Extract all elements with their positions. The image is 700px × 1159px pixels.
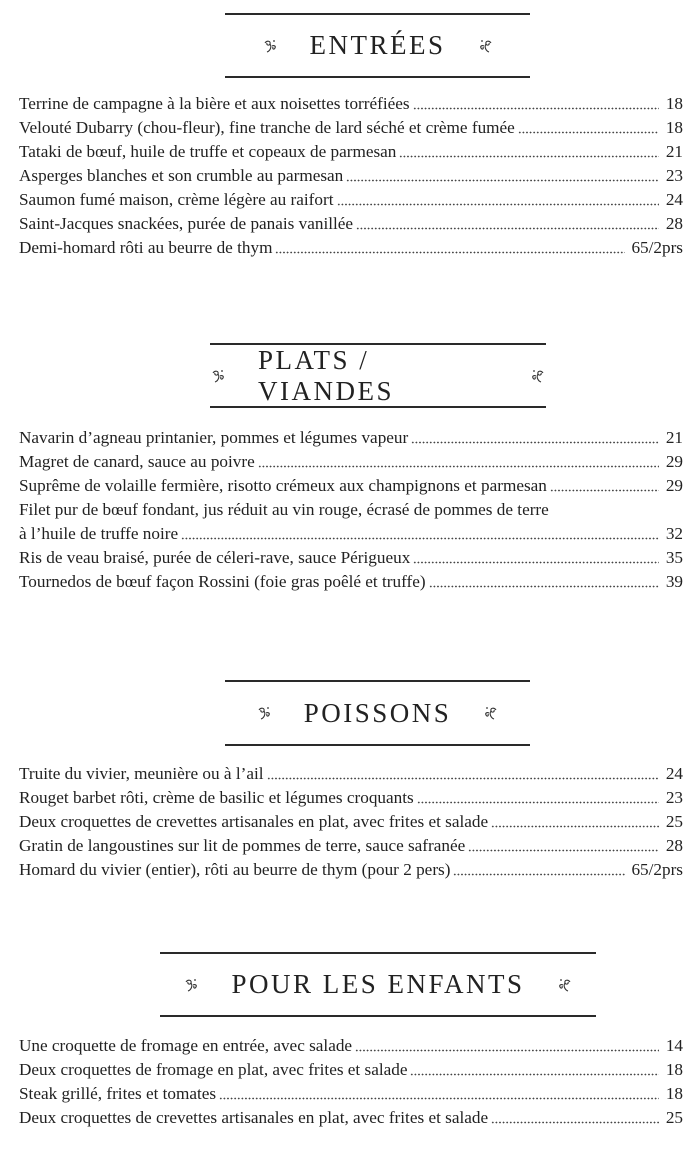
dot-leader: [181, 537, 659, 540]
swirl-flourish-icon: [210, 367, 228, 385]
menu-item-name: Suprême de volaille fermière, risotto crémeux aux champignons et parmesan: [19, 476, 547, 495]
section-title: POISSONS: [303, 697, 452, 728]
dot-leader: [417, 801, 659, 804]
menu-item-name: Filet pur de bœuf fondant, jus réduit au vin rouge, écrasé de pommes de terre: [19, 500, 549, 519]
dot-leader: [399, 155, 659, 158]
menu-item: [19, 426, 683, 450]
menu-item-name: Deux croquettes de crevettes artisanales en plat, avec frites et salade: [19, 1108, 489, 1127]
dot-leader: [491, 1121, 659, 1124]
menu-item: [19, 92, 683, 116]
menu-item-name: Gratin de langoustines sur lit de pommes de terre, sauce safranée: [19, 836, 466, 855]
dot-leader: [219, 1097, 659, 1100]
menu-item-price: 21: [665, 142, 683, 161]
menu-item-price: 25: [665, 812, 683, 831]
dot-leader: [550, 489, 659, 492]
menu-item: [19, 1106, 683, 1130]
section-header: [160, 952, 596, 1017]
menu-item-name: Saumon fumé maison, crème légère au raifort: [19, 190, 334, 209]
menu-item: [19, 164, 683, 188]
section-title: POUR LES ENFANTS: [231, 969, 525, 999]
menu-item-name: Terrine de campagne à la bière et aux noisettes torréfiées: [19, 94, 410, 113]
menu-item-price: 28: [665, 214, 683, 233]
menu-item-name: Deux croquettes de crevettes artisanales en plat, avec frites et salade: [19, 812, 489, 831]
swirl-flourish-icon: [555, 976, 573, 994]
dot-leader: [355, 1049, 659, 1052]
section-title: PLATS / VIANDES: [258, 344, 394, 406]
menu-item: [19, 570, 683, 594]
menu-item: [19, 834, 683, 858]
menu-item-name: Asperges blanches et son crumble au parmesan: [19, 166, 344, 185]
menu-item-list: [19, 1034, 683, 1130]
menu-item-price: 24: [665, 764, 683, 783]
menu-item: [19, 858, 683, 882]
menu-item: [19, 810, 683, 834]
dot-leader: [413, 107, 659, 110]
menu-item-price: 23: [665, 166, 683, 185]
menu-item-price: 29: [665, 476, 683, 495]
menu-item-name: Steak grillé, frites et tomates: [19, 1084, 217, 1103]
menu-item: [19, 474, 683, 498]
menu-item-price: 21: [665, 428, 683, 447]
swirl-flourish-icon: [262, 37, 280, 55]
dot-leader: [356, 227, 659, 230]
dot-leader: [346, 179, 659, 182]
menu-item-price: 29: [665, 452, 683, 471]
menu-item: [19, 140, 683, 164]
menu-item: [19, 522, 683, 546]
swirl-flourish-icon: [256, 704, 274, 722]
menu-item-price: 24: [665, 190, 683, 209]
dot-leader: [453, 873, 625, 876]
menu-item-name: Une croquette de fromage en entrée, avec salade: [19, 1036, 353, 1055]
swirl-flourish-icon: [528, 367, 546, 385]
dot-leader: [518, 131, 659, 134]
menu-item-price: 35: [665, 548, 683, 567]
menu-item-name: Saint-Jacques snackées, purée de panais vanillée: [19, 214, 354, 233]
menu-item-price: 28: [665, 836, 683, 855]
swirl-flourish-icon: [183, 976, 201, 994]
menu-item: [19, 236, 683, 260]
menu-item-name: Navarin d’agneau printanier, pommes et légumes vapeur: [19, 428, 409, 447]
menu-item-name: Truite du vivier, meunière ou à l’ail: [19, 764, 264, 783]
menu-item-name: Demi-homard rôti au beurre de thym: [19, 238, 273, 257]
menu-item-price: 18: [665, 94, 683, 113]
section-title: ENTRÉES: [309, 30, 446, 60]
menu-item-name: à l’huile de truffe noire: [19, 524, 179, 543]
menu-item: [19, 212, 683, 236]
dot-leader: [468, 849, 659, 852]
menu-item-name: Tournedos de bœuf façon Rossini (foie gras poêlé et truffe): [19, 572, 426, 591]
swirl-flourish-icon: [481, 704, 499, 722]
dot-leader: [267, 777, 660, 780]
menu-item-price: 14: [665, 1036, 683, 1055]
menu-item-price: 65/2prs: [631, 238, 683, 257]
menu-item-name: Tataki de bœuf, huile de truffe et copeaux de parmesan: [19, 142, 397, 161]
menu-item: [19, 450, 683, 474]
menu-item-price: 18: [665, 1084, 683, 1103]
menu-item-name: Rouget barbet rôti, crème de basilic et légumes croquants: [19, 788, 414, 807]
menu-item: [19, 786, 683, 810]
menu-item: [19, 762, 683, 786]
menu-item: [19, 546, 683, 570]
menu-item-name: Ris de veau braisé, purée de céleri-rave, sauce Périgueux: [19, 548, 411, 567]
menu-item-price: 18: [665, 118, 683, 137]
menu-item-list: [19, 92, 683, 260]
dot-leader: [275, 251, 625, 254]
menu-item: [19, 1034, 683, 1058]
menu-item-price: 65/2prs: [631, 860, 683, 879]
menu-item-price: 25: [665, 1108, 683, 1127]
menu-item-price: 23: [665, 788, 683, 807]
swirl-flourish-icon: [476, 37, 494, 55]
menu-item-name: Deux croquettes de fromage en plat, avec frites et salade: [19, 1060, 408, 1079]
menu-item: [19, 188, 683, 212]
dot-leader: [491, 825, 659, 828]
dot-leader: [337, 203, 659, 206]
menu-item: [19, 1082, 683, 1106]
menu-item-price: 39: [665, 572, 683, 591]
menu-item-name: Homard du vivier (entier), rôti au beurre de thym (pour 2 pers): [19, 860, 451, 879]
dot-leader: [410, 1073, 659, 1076]
menu-item-price: 18: [665, 1060, 683, 1079]
menu-item-name: Velouté Dubarry (chou-fleur), fine tranche de lard séché et crème fumée: [19, 118, 515, 137]
dot-leader: [429, 585, 659, 588]
menu-item: [19, 1058, 683, 1082]
menu-item: [19, 116, 683, 140]
dot-leader: [411, 441, 659, 444]
menu-item-price: 32: [665, 524, 683, 543]
section-header: [210, 343, 546, 408]
section-header: [225, 13, 530, 78]
dot-leader: [258, 465, 659, 468]
menu-item-line: [19, 498, 683, 522]
menu-item-name: Magret de canard, sauce au poivre: [19, 452, 255, 471]
menu-item-list: [19, 762, 683, 882]
menu-item-list: [19, 426, 683, 594]
section-header: [225, 680, 530, 746]
dot-leader: [413, 561, 659, 564]
